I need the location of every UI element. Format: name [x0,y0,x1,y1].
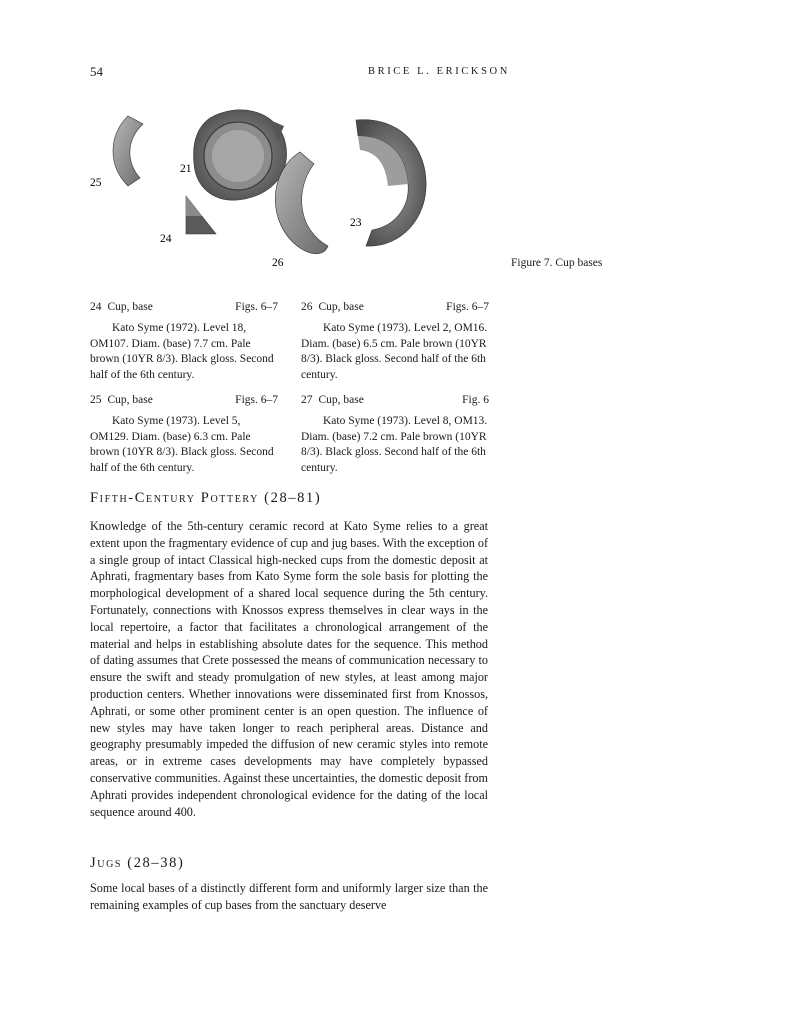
entry-number: 25 [90,394,102,406]
entry-body: Kato Syme (1973). Level 2, OM16. Diam. (base) 6.5 cm. Pale brown (10YR 8/3). Black gloss. Second half of the 6th century. [301,322,488,381]
entry-figs: Figs. 6–7 [446,301,489,313]
entry-number: 27 [301,394,313,406]
figure-caption: Figure 7. Cup bases [511,257,603,269]
fig-label-21: 21 [180,163,192,175]
catalogue-entry-25 [90,393,278,476]
fragment-24 [186,196,216,234]
fragment-25 [113,116,143,186]
entry-figs: Figs. 6–7 [235,301,278,313]
fragment-23 [356,120,426,246]
entry-figs: Figs. 6–7 [235,394,278,406]
subsection-heading: Jugs (28–38) [90,855,185,871]
running-head: BRICE L. ERICKSON [368,66,510,77]
fragment-21 [194,110,287,200]
entry-title: Cup, base [107,301,153,313]
section-paragraph: Knowledge of the 5th-century ceramic record at Kato Syme relies to a great extent upon the fragmentary evidence of cup and jug bases. With the exception of a single group of intact Classical high-necked cups from the domestic deposit at Aphrati, fragmentary bases from Kato Syme form the sole basis for plotting the morphological development of a shared local sequence during the 5th century. Fortunately, connections with Knossos express themselves in clear ways in the local repertoire, a factor that facilitates a chronological arrangement of the material and helps in establishing absolute dates for the sequence. This method of dating assumes that Crete possessed the means of communication necessary to ensure the swift and steady promulgation of new styles, at least among major production centers. Whether innovations were disseminated first from Knossos, Aphrati, or some other prominent center is an open question. The influence of new styles may have taken longer to reach peripheral areas. Distance and geography presumably impeded the diffusion of new ceramic styles into remote areas, or in extreme cases developments may have completely bypassed conservative communities. Against these uncertainties, the domestic deposit from Aphrati provides independent chronological evidence for the dating of the local sequence around 400. [90,519,488,819]
fig-label-25: 25 [90,177,102,189]
entry-number: 24 [90,301,102,313]
catalogue-entry-27 [301,393,489,476]
entry-title: Cup, base [107,394,153,406]
entry-title: Cup, base [318,301,364,313]
catalogue-entry-26 [301,300,489,383]
catalogue-entry-24 [90,300,278,383]
entry-title: Cup, base [318,394,364,406]
entry-number: 26 [301,301,313,313]
fig-label-23: 23 [350,217,362,229]
subsection-paragraph: Some local bases of a distinctly different form and uniformly larger size than the remaining examples of cup bases from the sanctuary deserve [90,881,488,912]
section-heading: Fifth-Century Pottery (28–81) [90,490,322,506]
entry-figs: Fig. 6 [462,394,489,406]
fig-label-24: 24 [160,233,172,245]
fig-label-26: 26 [272,257,284,269]
entry-body: Kato Syme (1973). Level 5, OM129. Diam. (base) 6.3 cm. Pale brown (10YR 8/3). Black gloss. Second half of the 6th century. [90,415,274,474]
cup-bases-photo [88,96,488,276]
page-number: 54 [90,64,103,79]
entry-body: Kato Syme (1972). Level 18, OM107. Diam. (base) 7.7 cm. Pale brown (10YR 8/3). Black gloss. Second half of the 6th century. [90,322,274,381]
entry-body: Kato Syme (1973). Level 8, OM13. Diam. (base) 7.2 cm. Pale brown (10YR 8/3). Black gloss. Second half of the 6th century. [301,415,488,474]
